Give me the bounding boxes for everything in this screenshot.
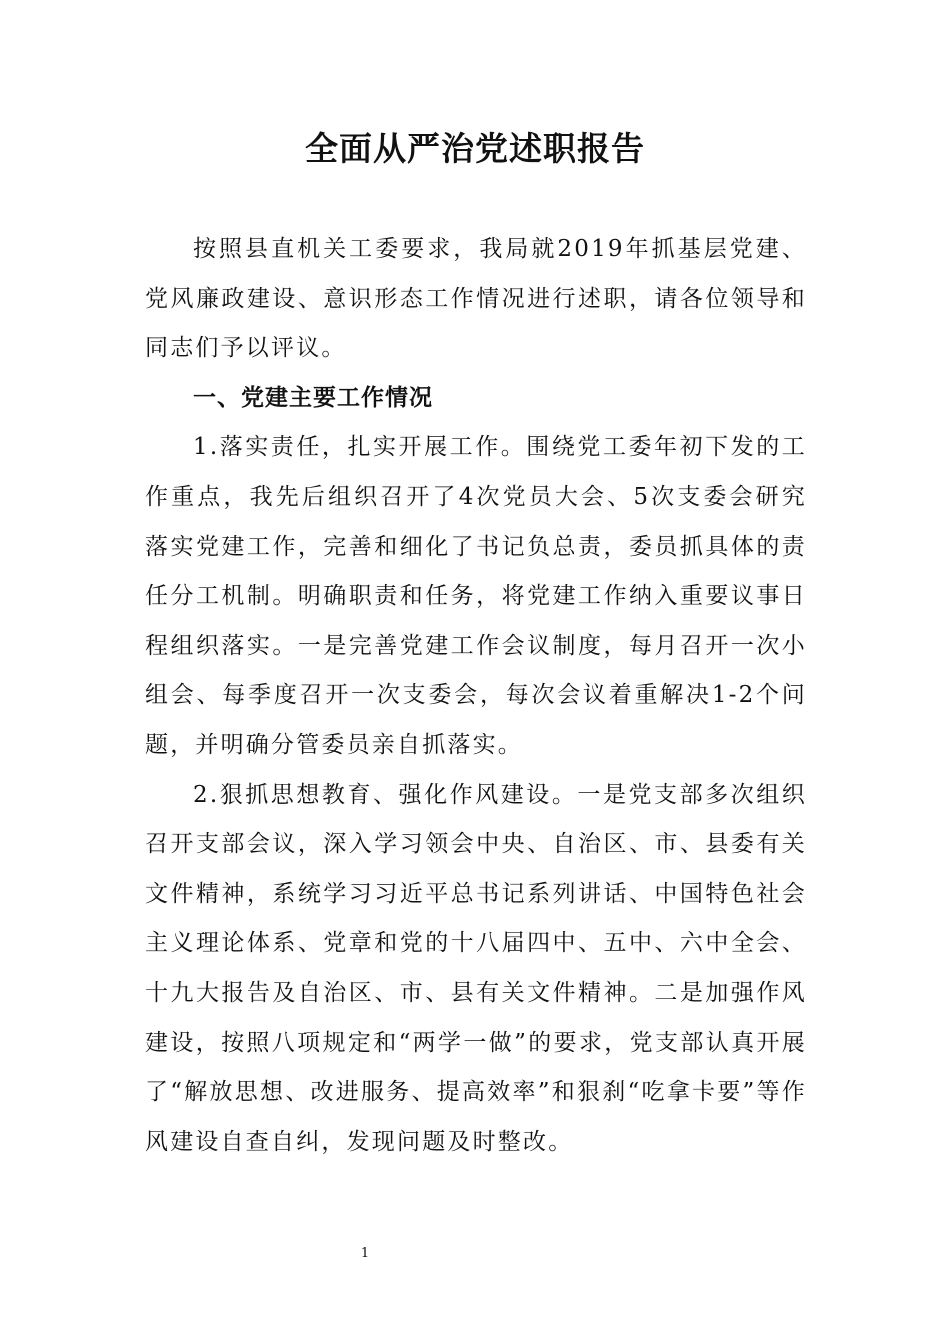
section-heading: 一、党建主要工作情况 (193, 384, 433, 411)
paragraph-item-2: 2.狠抓思想教育、强化作风建设。一是党支部多次组织召开支部会议，深入学习领会中央、自治区、市、县委有关文件精神，系统学习习近平总书记系列讲话、中国特色社会主义理论体系、党章和党的十八届四中、五中、六中全会、十九大报告及自治区、市、县有关文件精神。二是加强作风建设，按照八项规定和“两学一做”的要求，党支部认真开展了“解放思想、改进服务、提高效率”和狠刹“吃拿卡要”等作风建设自查自纠，发现问题及时整改。 (145, 781, 807, 1155)
intro-paragraph: 按照县直机关工委要求，我局就2019年抓基层党建、党风廉政建设、意识形态工作情况进行述职，请各位领导和同志们予以评议。 (145, 236, 807, 362)
document-body (145, 225, 807, 1167)
paragraph-item-1: 1.落实责任，扎实开展工作。围绕党工委年初下发的工作重点，我先后组织召开了4次党员大会、5次支委会研究落实党建工作，完善和细化了书记负总责，委员抓具体的责任分工机制。明确职责和任务，将党建工作纳入重要议事日程组织落实。一是完善党建工作会议制度，每月召开一次小组会、每季度召开一次支委会，每次会议着重解决1-2个问题，并明确分管委员亲自抓落实。 (145, 434, 807, 758)
page-number: 1 (360, 1246, 370, 1261)
document-title: 全面从严治党述职报告 (305, 129, 645, 168)
